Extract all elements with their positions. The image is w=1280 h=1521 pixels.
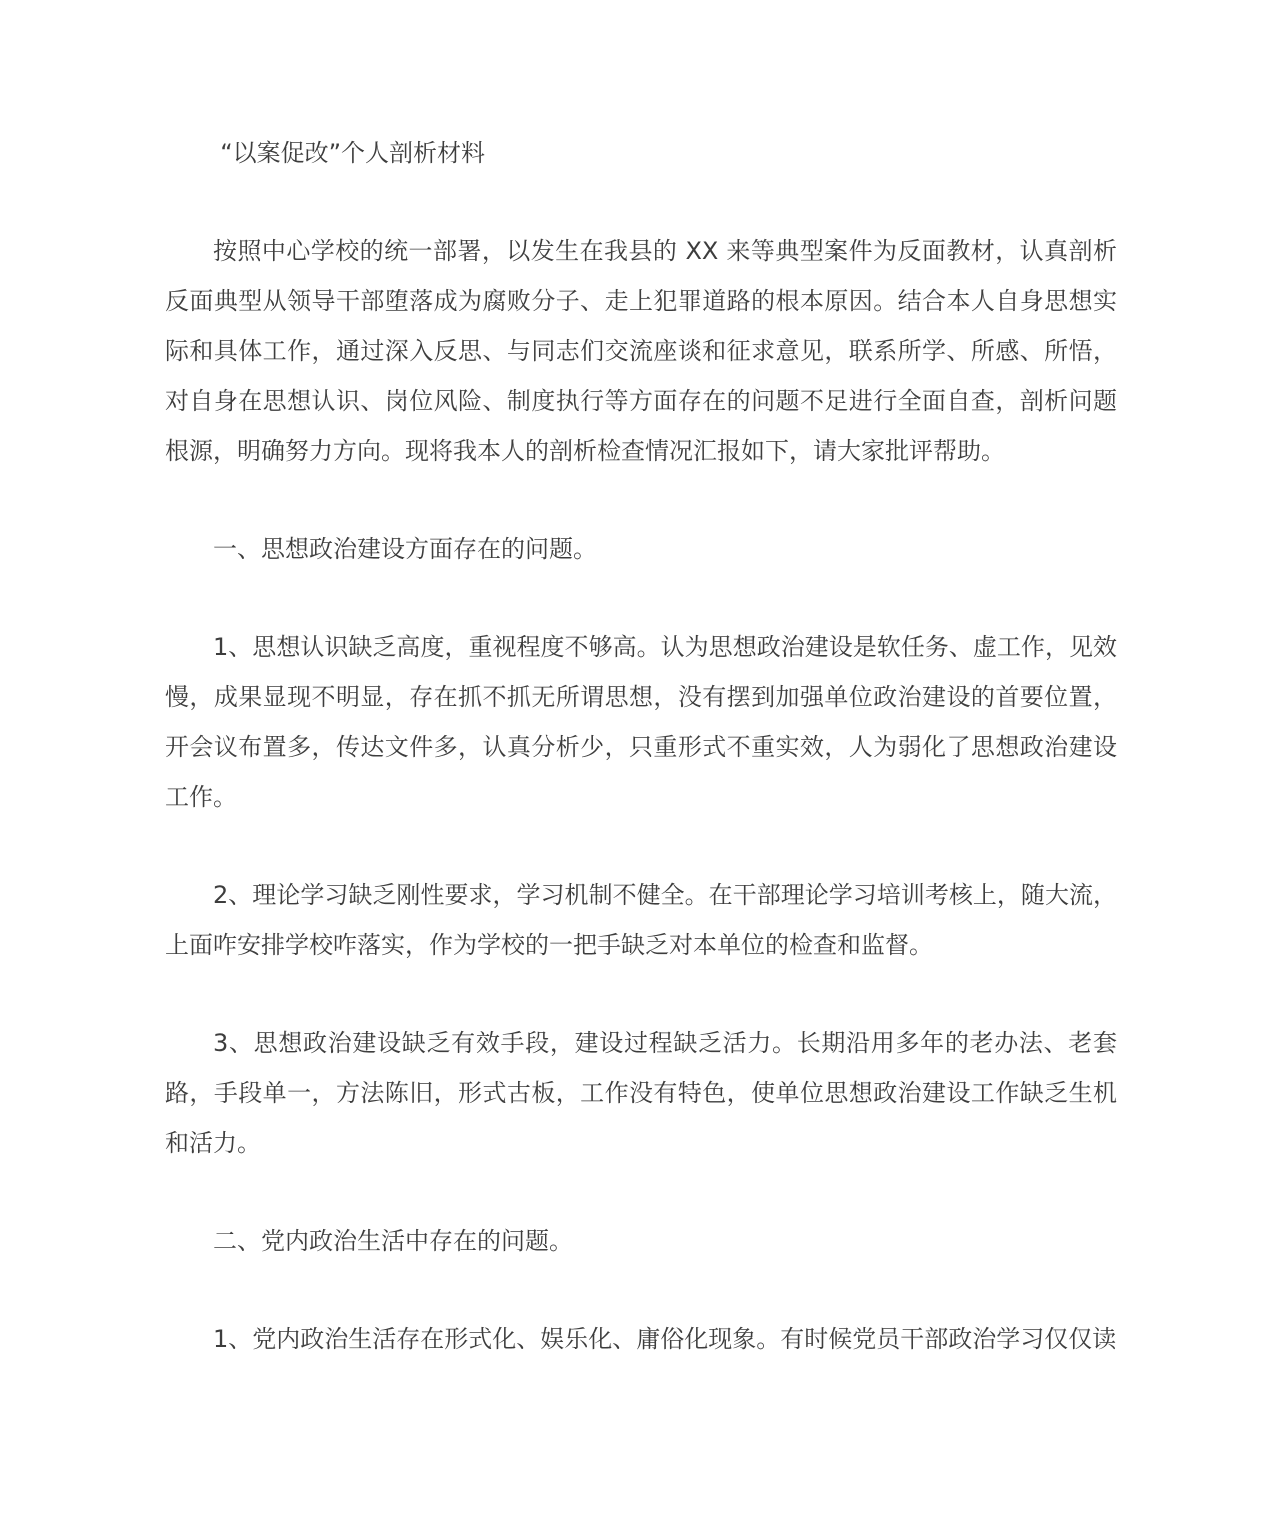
document-paragraph: 1、思想认识缺乏高度，重视程度不够高。认为思想政治建设是软任务、虚工作，见效慢，成果显现不明显，存在抓不抓无所谓思想，没有摆到加强单位政治建设的首要位置，开会议布置多，传达文件多，认真分析少，只重形式不重实效，人为弱化了思想政治建设工作。 xyxy=(165,633,1117,811)
document-paragraph: 2、理论学习缺乏刚性要求，学习机制不健全。在干部理论学习培训考核上，随大流，上面咋安排学校咋落实，作为学校的一把手缺乏对本单位的检查和监督。 xyxy=(165,881,1117,959)
document-paragraph: 3、思想政治建设缺乏有效手段，建设过程缺乏活力。长期沿用多年的老办法、老套路，手段单一，方法陈旧，形式古板，工作没有特色，使单位思想政治建设工作缺乏生机和活力。 xyxy=(165,1029,1117,1157)
document-title: “以案促改”个人剖析材料 xyxy=(220,139,486,167)
document-paragraph: 二、党内政治生活中存在的问题。 xyxy=(213,1227,573,1255)
document-paragraph: 按照中心学校的统一部署，以发生在我县的 XX 来等典型案件为反面教材，认真剖析反面典型从领导干部堕落成为腐败分子、走上犯罪道路的根本原因。结合本人自身思想实际和具体工作，通过深入反思、与同志们交流座谈和征求意见，联系所学、所感、所悟，对自身在思想认识、岗位风险、制度执行等方面存在的问题不足进行全面自查，剖析问题根源，明确努力方向。现将我本人的剖析检查情况汇报如下，请大家批评帮助。 xyxy=(165,237,1117,465)
document-body xyxy=(165,226,1117,1364)
document-paragraph: 1、党内政治生活存在形式化、娱乐化、庸俗化现象。有时候党员干部政治学习仅仅读 xyxy=(213,1325,1117,1353)
document-paragraph: 一、思想政治建设方面存在的问题。 xyxy=(213,535,597,563)
